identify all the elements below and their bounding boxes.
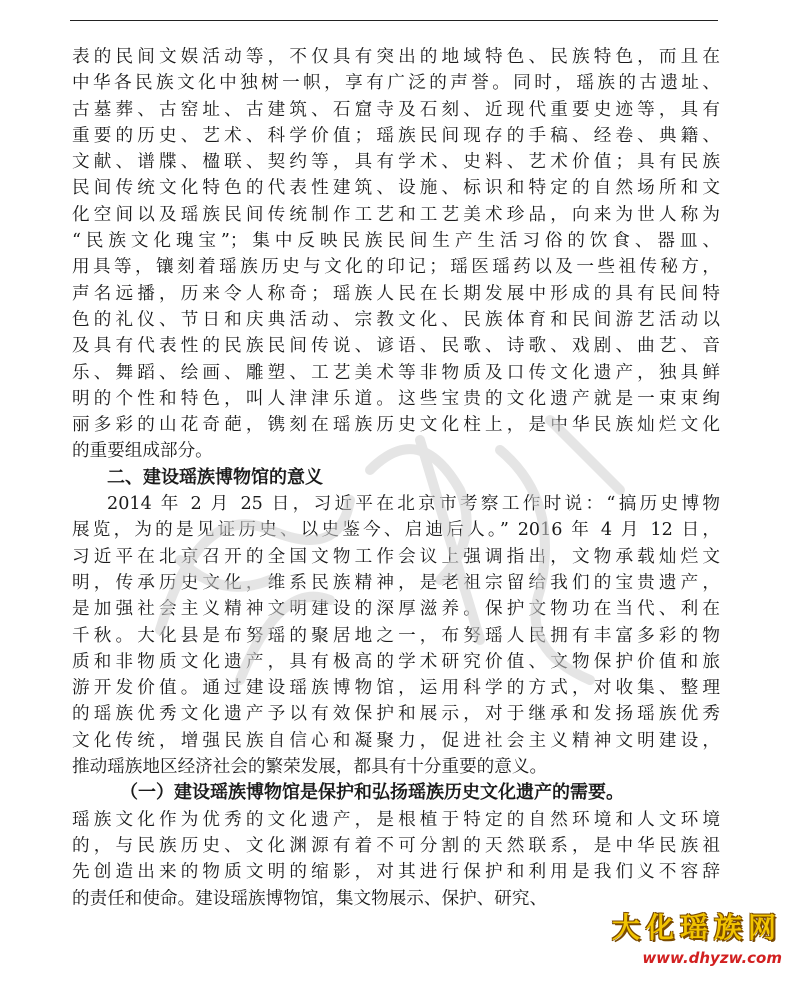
- text-line: 明，传承历史文化，维系民族精神，是老祖宗留给我们的宝贵遗产，: [72, 572, 720, 593]
- text-line: 色的礼仪、节日和庆典活动、宗教文化、民族体育和民间游艺活动以: [72, 309, 720, 330]
- text-line: 乐、舞蹈、绘画、雕塑、工艺美术等非物质及口传文化遗产，独具鲜: [72, 362, 720, 383]
- text-line: 推动瑶族地区经济社会的繁荣发展，都具有十分重要的意义。: [72, 757, 548, 778]
- text-line: 化空间以及瑶族民间传统制作工艺和工艺美术珍品，向来为世人称为: [72, 204, 720, 225]
- text-line: 2014 年 2 月 25 日，习近平在北京市考察工作时说：“搞历史博物: [107, 494, 720, 515]
- text-line: 声名远播，历来令人称奇；瑶族人民在长期发展中形成的具有民间特: [72, 283, 720, 304]
- text-line: 丽多彩的山花奇葩，镌刻在瑶族历史文化柱上，是中华民族灿烂文化: [72, 415, 720, 436]
- text-line: 的，与民族历史、文化渊源有着不可分割的天然联系，是中华民族祖: [72, 835, 720, 856]
- text-line: 先创造出来的物质文明的缩影，对其进行保护和利用是我们义不容辞: [72, 862, 720, 883]
- text-line: 文献、谱牒、楹联、契约等，具有学术、史料、艺术价值；具有民族: [72, 152, 720, 173]
- text-line: 瑶族文化作为优秀的文化遗产，是根植于特定的自然环境和人文环境: [72, 809, 720, 830]
- text-line: 是加强社会主义精神文明建设的深厚滋养。保护文物功在当代、利在: [72, 599, 720, 620]
- text-line: 用具等，镶刻着瑶族历史与文化的印记；瑶医瑶药以及一些祖传秘方，: [72, 257, 720, 278]
- text-line: 中华各民族文化中独树一帜，享有广泛的声誉。同时，瑶族的古遗址、: [72, 73, 720, 94]
- section-heading: 二、建设瑶族博物馆的意义: [107, 466, 323, 488]
- text-line: 的重要组成部分。: [72, 441, 213, 462]
- site-logo-url[interactable]: www.dhyzw.com: [642, 949, 782, 967]
- text-line: 及具有代表性的民族民间传说、谚语、民歌、诗歌、戏剧、曲艺、音: [72, 336, 720, 357]
- text-line: 千秋。大化县是布努瑶的聚居地之一，布努瑶人民拥有丰富多彩的物: [72, 625, 720, 646]
- text-line: 古墓葬、古窑址、古建筑、石窟寺及石刻、近现代重要史迹等，具有: [72, 99, 720, 120]
- site-logo-name: 大化瑶族网: [611, 911, 782, 944]
- text-line: 展览，为的是见证历史、以史鉴今、启迪后人。” 2016 年 4 月 12 日，: [72, 520, 720, 541]
- text-line: 表的民间文娱活动等，不仅具有突出的地域特色、民族特色，而且在: [72, 47, 720, 67]
- site-logo[interactable]: [562, 910, 782, 980]
- text-line: 的瑶族优秀文化遗产予以有效保护和展示，对于继承和发扬瑶族优秀: [72, 704, 720, 725]
- text-line: 文化传统，增强民族自信心和凝聚力，促进社会主义精神文明建设，: [72, 730, 720, 751]
- text-line: “民族文化瑰宝”；集中反映民族民间生产生活习俗的饮食、器皿、: [72, 231, 720, 252]
- text-line: 习近平在北京召开的全国文物工作会议上强调指出，文物承载灿烂文: [72, 546, 720, 567]
- text-line: 明的个性和特色，叫人津津乐道。这些宝贵的文化遗产就是一束束绚: [72, 388, 720, 409]
- text-line: 质和非物质文化遗产，具有极高的学术研究价值、文物保护价值和旅: [72, 651, 720, 672]
- text-line: 的责任和使命。建设瑶族博物馆，集文物展示、保护、研究、: [72, 888, 548, 909]
- section-heading: （一）建设瑶族博物馆是保护和弘扬瑶族历史文化遗产的需要。: [120, 782, 624, 804]
- text-line: 重要的历史、艺术、科学价值；瑶族民间现存的手稿、经卷、典籍、: [72, 125, 720, 146]
- document-body: [72, 44, 720, 912]
- header-rule: [70, 20, 718, 21]
- text-line: 游开发价值。通过建设瑶族博物馆，运用科学的方式，对收集、整理: [72, 678, 720, 699]
- text-line: 民间传统文化特色的代表性建筑、设施、标识和特定的自然场所和文: [72, 178, 720, 199]
